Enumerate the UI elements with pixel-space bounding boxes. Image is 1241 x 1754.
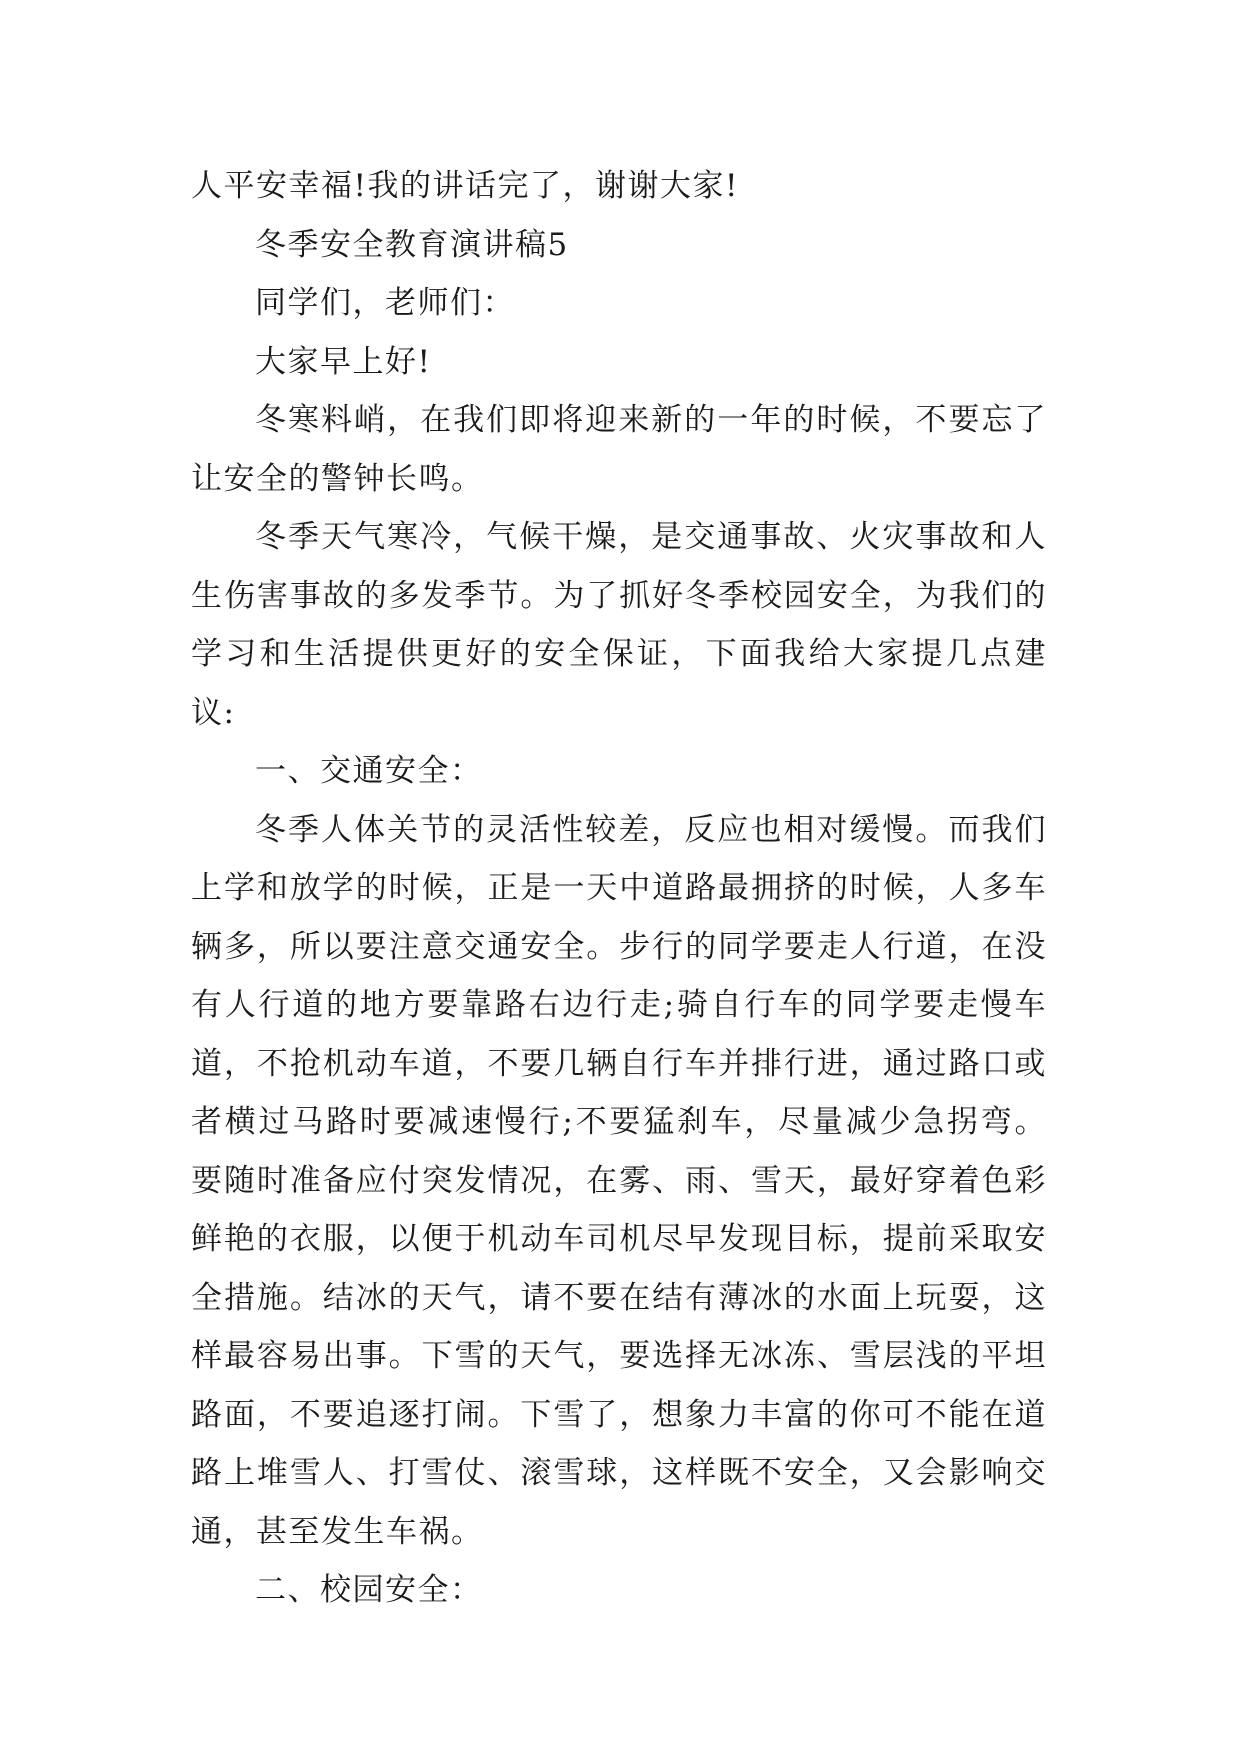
- paragraph-traffic: 冬季人体关节的灵活性较差，反应也相对缓慢。而我们上学和放学的时候，正是一天中道路最拥挤的时候，人多车辆多，所以要注意交通安全。步行的同学要走人行道，在没有人行道的地方要靠路右边行走;骑自行车的同学要走慢车道，不抢机动车道，不要几辆自行车并排行进，通过路口或者横过马路时要减速慢行;不要猛刹车，尽量减少急拐弯。要随时准备应付突发情况，在雾、雨、雪天，最好穿着色彩鲜艳的衣服，以便于机动车司机尽早发现目标，提前采取安全措施。结冰的天气，请不要在结有薄冰的水面上玩耍，这样最容易出事。下雪的天气，要选择无冰冻、雪层浅的平坦路面，不要追逐打闹。下雪了，想象力丰富的你可不能在道路上堆雪人、打雪仗、滚雪球，这样既不安全，又会影响交通，甚至发生车祸。: [191, 811, 1047, 1550]
- salutation: 同学们，老师们：: [255, 285, 515, 321]
- section-heading-campus: 二、校园安全：: [255, 1572, 483, 1608]
- document-body: [191, 157, 1047, 1620]
- speech-title: 冬季安全教育演讲稿5: [255, 226, 569, 263]
- greeting: 大家早上好!: [255, 343, 432, 380]
- paragraph-intro: 冬寒料峭，在我们即将迎来新的一年的时候，不要忘了让安全的警钟长鸣。: [191, 402, 1047, 497]
- paragraph-season: 冬季天气寒冷，气候干燥，是交通事故、火灾事故和人生伤害事故的多发季节。为了抓好冬季校园安全，为我们的学习和生活提供更好的安全保证，下面我给大家提几点建议:: [191, 519, 1047, 731]
- paragraph-continuation: 人平安幸福!我的讲话完了，谢谢大家!: [191, 168, 739, 204]
- section-heading-traffic: 一、交通安全：: [255, 753, 483, 789]
